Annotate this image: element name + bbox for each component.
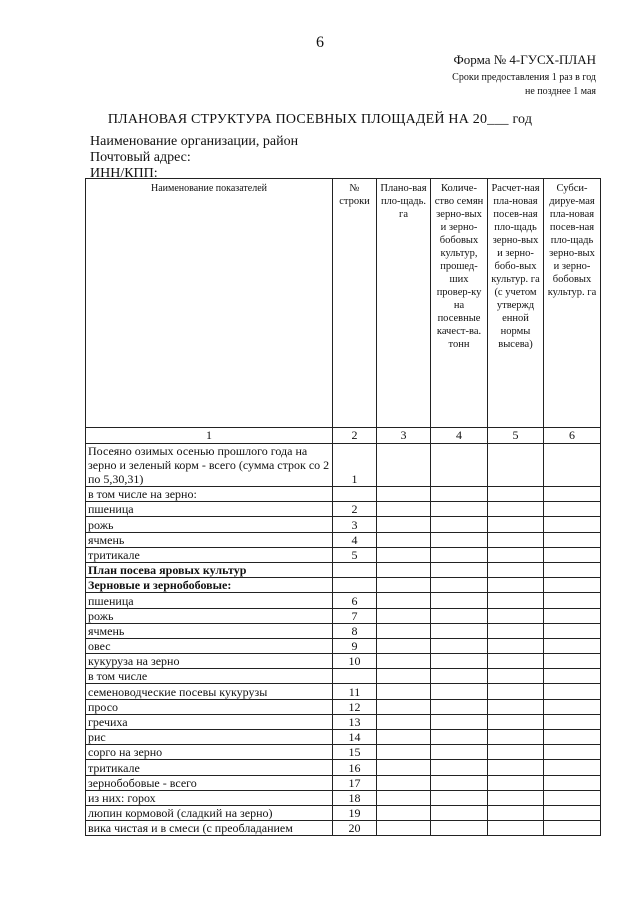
value-cell[interactable] xyxy=(488,669,544,684)
row-label: семеноводческие посевы кукурузы xyxy=(86,684,333,699)
value-cell[interactable] xyxy=(431,760,488,775)
row-label: гречиха xyxy=(86,714,333,729)
row-label: кукуруза на зерно xyxy=(86,654,333,669)
table-row xyxy=(86,714,601,729)
value-cell[interactable] xyxy=(377,532,431,547)
row-number xyxy=(333,562,377,577)
value-cell[interactable] xyxy=(488,578,544,593)
table-row xyxy=(86,532,601,547)
value-cell[interactable] xyxy=(544,608,601,623)
column-number: 3 xyxy=(377,428,431,444)
value-cell[interactable] xyxy=(377,684,431,699)
value-cell[interactable] xyxy=(488,593,544,608)
value-cell[interactable] xyxy=(377,487,431,502)
col-header: № строки xyxy=(333,179,377,428)
row-number: 18 xyxy=(333,790,377,805)
value-cell[interactable] xyxy=(377,562,431,577)
row-number: 12 xyxy=(333,699,377,714)
value-cell[interactable] xyxy=(544,699,601,714)
value-cell[interactable] xyxy=(488,790,544,805)
table-row xyxy=(86,790,601,805)
row-label: рожь xyxy=(86,517,333,532)
value-cell[interactable] xyxy=(377,654,431,669)
value-cell[interactable] xyxy=(544,730,601,745)
value-cell[interactable] xyxy=(431,623,488,638)
row-number: 5 xyxy=(333,547,377,562)
column-number: 5 xyxy=(488,428,544,444)
row-label: из них: горох xyxy=(86,790,333,805)
value-cell[interactable] xyxy=(377,444,431,487)
row-label: рис xyxy=(86,730,333,745)
value-cell[interactable] xyxy=(488,502,544,517)
value-cell[interactable] xyxy=(488,623,544,638)
table-body xyxy=(86,428,601,836)
value-cell[interactable] xyxy=(488,775,544,790)
value-cell[interactable] xyxy=(377,790,431,805)
row-label: в том числе xyxy=(86,669,333,684)
value-cell[interactable] xyxy=(544,623,601,638)
row-label: в том числе на зерно: xyxy=(86,487,333,502)
row-label: пшеница xyxy=(86,593,333,608)
value-cell[interactable] xyxy=(488,699,544,714)
col-header: Наименование показателей xyxy=(86,179,333,428)
value-cell[interactable] xyxy=(488,654,544,669)
value-cell[interactable] xyxy=(544,517,601,532)
value-cell[interactable] xyxy=(377,593,431,608)
row-number: 14 xyxy=(333,730,377,745)
row-number: 8 xyxy=(333,623,377,638)
value-cell[interactable] xyxy=(544,760,601,775)
row-number: 13 xyxy=(333,714,377,729)
column-number: 6 xyxy=(544,428,601,444)
value-cell[interactable] xyxy=(431,790,488,805)
column-number: 1 xyxy=(86,428,333,444)
value-cell[interactable] xyxy=(488,714,544,729)
value-cell[interactable] xyxy=(544,714,601,729)
value-cell[interactable] xyxy=(488,608,544,623)
row-label: ячмень xyxy=(86,532,333,547)
value-cell[interactable] xyxy=(377,608,431,623)
row-label: люпин кормовой (сладкий на зерно) xyxy=(86,805,333,820)
value-cell[interactable] xyxy=(488,444,544,487)
table-header-row xyxy=(86,179,601,428)
value-cell[interactable] xyxy=(431,684,488,699)
value-cell[interactable] xyxy=(377,638,431,653)
value-cell[interactable] xyxy=(488,684,544,699)
value-cell[interactable] xyxy=(431,608,488,623)
row-number: 3 xyxy=(333,517,377,532)
row-number xyxy=(333,578,377,593)
document-title: ПЛАНОВАЯ СТРУКТУРА ПОСЕВНЫХ ПЛОЩАДЕЙ НА 20___ год xyxy=(107,112,533,127)
table-row xyxy=(86,608,601,623)
inn-kpp-label: ИНН/КПП: xyxy=(90,166,158,181)
table-row xyxy=(86,699,601,714)
row-label: зернобобовые - всего xyxy=(86,775,333,790)
value-cell[interactable] xyxy=(377,578,431,593)
value-cell[interactable] xyxy=(377,730,431,745)
deadline-line-1: Сроки предоставления 1 раз в год xyxy=(452,72,596,83)
row-number: 15 xyxy=(333,745,377,760)
value-cell[interactable] xyxy=(544,502,601,517)
value-cell[interactable] xyxy=(377,669,431,684)
value-cell[interactable] xyxy=(544,547,601,562)
value-cell[interactable] xyxy=(488,487,544,502)
col-header: Количе-ство семян зерно-вых и зерно-бобовых культур, прошед-ших провер-ку на посевные качест-ва. тонн xyxy=(431,179,488,428)
col-header: Плано-вая пло-щадь. га xyxy=(377,179,431,428)
value-cell[interactable] xyxy=(431,821,488,836)
value-cell[interactable] xyxy=(431,775,488,790)
row-label: тритикале xyxy=(86,760,333,775)
value-cell[interactable] xyxy=(431,444,488,487)
table-row xyxy=(86,805,601,820)
value-cell[interactable] xyxy=(377,805,431,820)
value-cell[interactable] xyxy=(431,745,488,760)
value-cell[interactable] xyxy=(431,487,488,502)
column-number-row xyxy=(86,428,601,444)
row-number: 1 xyxy=(333,444,377,487)
value-cell[interactable] xyxy=(377,775,431,790)
col-header: Субси-дируе-мая пла-новая посев-ная пло-щадь зерно-вых и зерно-бобовых культур. га xyxy=(544,179,601,428)
value-cell[interactable] xyxy=(544,821,601,836)
value-cell[interactable] xyxy=(431,654,488,669)
row-number: 6 xyxy=(333,593,377,608)
value-cell[interactable] xyxy=(544,593,601,608)
row-label: пшеница xyxy=(86,502,333,517)
table-row xyxy=(86,593,601,608)
value-cell[interactable] xyxy=(377,699,431,714)
value-cell[interactable] xyxy=(544,745,601,760)
table-row xyxy=(86,684,601,699)
row-number: 11 xyxy=(333,684,377,699)
value-cell[interactable] xyxy=(544,578,601,593)
row-label: Посеяно озимых осенью прошлого года на зерно и зеленый корм - всего (сумма строк со 2 по 5,30,31) xyxy=(86,444,333,487)
value-cell[interactable] xyxy=(488,805,544,820)
value-cell[interactable] xyxy=(488,730,544,745)
col-header: Расчет-ная пла-новая посев-ная пло-щадь зерно-вых и зерно-бобо-вых культур. га (с учетом утвержд енной нормы высева) xyxy=(488,179,544,428)
value-cell[interactable] xyxy=(431,805,488,820)
value-cell[interactable] xyxy=(377,517,431,532)
column-number: 4 xyxy=(431,428,488,444)
value-cell[interactable] xyxy=(377,760,431,775)
value-cell[interactable] xyxy=(544,532,601,547)
row-number: 2 xyxy=(333,502,377,517)
value-cell[interactable] xyxy=(431,547,488,562)
row-number: 7 xyxy=(333,608,377,623)
value-cell[interactable] xyxy=(431,517,488,532)
value-cell[interactable] xyxy=(431,593,488,608)
value-cell[interactable] xyxy=(544,638,601,653)
row-label: тритикале xyxy=(86,547,333,562)
table-row xyxy=(86,487,601,502)
table-row xyxy=(86,562,601,577)
page-number: 6 xyxy=(316,34,324,51)
table-row xyxy=(86,654,601,669)
row-number: 16 xyxy=(333,760,377,775)
value-cell[interactable] xyxy=(488,532,544,547)
value-cell[interactable] xyxy=(377,623,431,638)
value-cell[interactable] xyxy=(431,638,488,653)
value-cell[interactable] xyxy=(544,669,601,684)
row-label: Зерновые и зернобобовые: xyxy=(86,578,333,593)
table-row xyxy=(86,760,601,775)
postal-address-label: Почтовый адрес: xyxy=(90,150,191,165)
value-cell[interactable] xyxy=(488,517,544,532)
table-row xyxy=(86,821,601,836)
row-number: 20 xyxy=(333,821,377,836)
value-cell[interactable] xyxy=(488,821,544,836)
table-row xyxy=(86,502,601,517)
value-cell[interactable] xyxy=(488,638,544,653)
value-cell[interactable] xyxy=(544,775,601,790)
value-cell[interactable] xyxy=(488,745,544,760)
value-cell[interactable] xyxy=(544,487,601,502)
row-number xyxy=(333,487,377,502)
row-label: рожь xyxy=(86,608,333,623)
value-cell[interactable] xyxy=(431,532,488,547)
value-cell[interactable] xyxy=(431,730,488,745)
value-cell[interactable] xyxy=(431,578,488,593)
form-code: Форма № 4-ГУСХ-ПЛАН xyxy=(453,52,596,67)
value-cell[interactable] xyxy=(377,547,431,562)
table-row xyxy=(86,669,601,684)
row-number: 17 xyxy=(333,775,377,790)
value-cell[interactable] xyxy=(431,669,488,684)
value-cell[interactable] xyxy=(488,760,544,775)
table-row xyxy=(86,745,601,760)
row-number: 4 xyxy=(333,532,377,547)
row-label: ячмень xyxy=(86,623,333,638)
row-label: План посева яровых культур xyxy=(86,562,333,577)
table-row xyxy=(86,638,601,653)
row-number: 10 xyxy=(333,654,377,669)
row-number: 19 xyxy=(333,805,377,820)
value-cell[interactable] xyxy=(544,444,601,487)
sowing-plan-table xyxy=(85,178,601,836)
row-label: просо xyxy=(86,699,333,714)
value-cell[interactable] xyxy=(377,745,431,760)
column-number: 2 xyxy=(333,428,377,444)
row-number xyxy=(333,669,377,684)
value-cell[interactable] xyxy=(488,562,544,577)
deadline-line-2: не позднее 1 мая xyxy=(524,86,596,97)
value-cell[interactable] xyxy=(431,502,488,517)
value-cell[interactable] xyxy=(431,699,488,714)
value-cell[interactable] xyxy=(377,821,431,836)
row-label: овес xyxy=(86,638,333,653)
value-cell[interactable] xyxy=(544,684,601,699)
value-cell[interactable] xyxy=(377,502,431,517)
row-number: 9 xyxy=(333,638,377,653)
value-cell[interactable] xyxy=(488,547,544,562)
table-row xyxy=(86,578,601,593)
table-row xyxy=(86,775,601,790)
value-cell[interactable] xyxy=(544,562,601,577)
value-cell[interactable] xyxy=(431,714,488,729)
table-row xyxy=(86,517,601,532)
value-cell[interactable] xyxy=(431,562,488,577)
value-cell[interactable] xyxy=(544,790,601,805)
row-label: вика чистая и в смеси (с преобладанием xyxy=(86,821,333,836)
value-cell[interactable] xyxy=(544,654,601,669)
org-name-label: Наименование организации, район xyxy=(90,134,299,149)
value-cell[interactable] xyxy=(377,714,431,729)
table-row xyxy=(86,547,601,562)
row-label: сорго на зерно xyxy=(86,745,333,760)
value-cell[interactable] xyxy=(544,805,601,820)
table-row xyxy=(86,730,601,745)
table-row xyxy=(86,444,601,487)
table-row xyxy=(86,623,601,638)
